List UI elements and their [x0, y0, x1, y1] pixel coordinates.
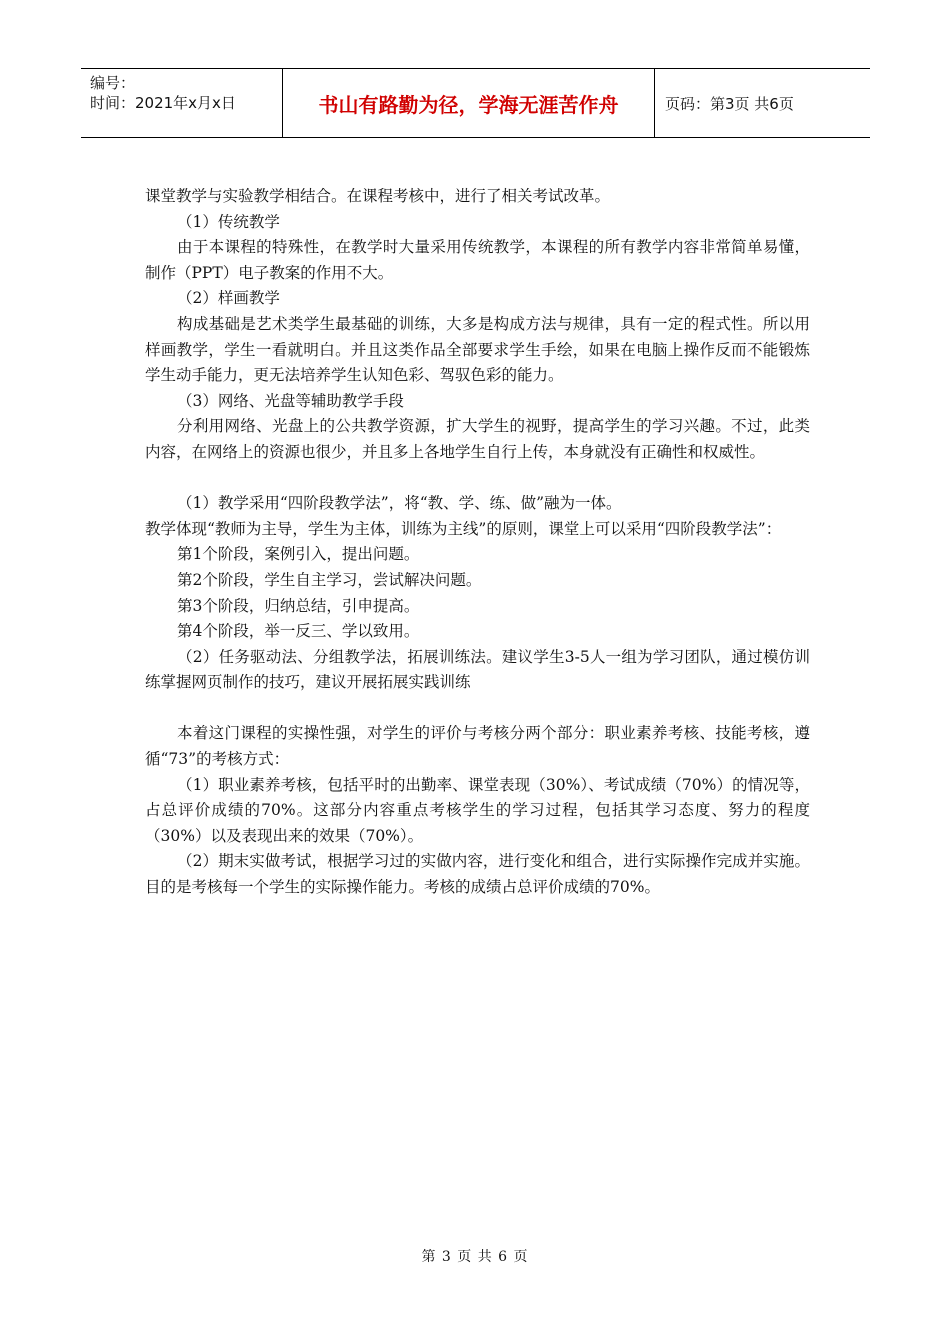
paragraph: 课堂教学与实验教学相结合。在课程考核中，进行了相关考试改革。 [145, 187, 611, 205]
document-number: 编号： [90, 74, 136, 92]
paragraph: （1）教学采用“四阶段教学法”，将“教、学、练、做”融为一体。 [177, 494, 622, 513]
document-time: 时间：2021年x月x日 [90, 94, 236, 112]
paragraph: 第1个阶段，案例引入，提出问题。 [177, 545, 420, 564]
paragraph: 构成基础是艺术类学生最基础的训练，大多是构成方法与规律，具有一定的程式性。所以用样画教学，学生一看就明白。并且这类作品全部要求学生手绘，如果在电脑上操作反而不能锻炼学生动手能力，更无法培养学生认知色彩、驾驭色彩的能力。 [145, 314, 810, 385]
paragraph: 由于本课程的特殊性，在教学时大量采用传统教学，本课程的所有教学内容非常简单易懂，制作（PPT）电子教案的作用不大。 [145, 238, 810, 282]
paragraph: 第4个阶段，举一反三、学以致用。 [177, 622, 420, 641]
header-page-number: 页码：第3页 共6页 [665, 94, 794, 113]
paragraph: 分利用网络、光盘上的公共教学资源，扩大学生的视野，提高学生的学习兴趣。不过，此类内容，在网络上的资源也很少，并且多上各地学生自行上传，本身就没有正确性和权威性。 [145, 417, 810, 461]
page-header [81, 68, 870, 138]
header-meta [81, 69, 283, 137]
paragraph: 第2个阶段，学生自主学习，尝试解决问题。 [177, 570, 482, 589]
page-footer: 第 3 页 共 6 页 [421, 1249, 529, 1265]
paragraph: （2）任务驱动法、分组教学法，拓展训练法。建议学生3-5人一组为学习团队，通过模仿训练掌握网页制作的技巧，建议开展拓展实践训练 [145, 647, 810, 692]
document-body [145, 184, 810, 901]
paragraph: （1）职业素养考核，包括平时的出勤率、课堂表现（30%）、考试成绩（70%）的情况等，占总评价成绩的70%。这部分内容重点考核学生的学习过程，包括其学习态度、努力的程度（30%）以及表现出来的效果（70%）。 [145, 775, 810, 845]
paragraph: （1）传统教学 [177, 212, 280, 231]
paragraph: 第3个阶段，归纳总结，引申提高。 [177, 596, 420, 615]
paragraph: 教学体现“教师为主导，学生为主体，训练为主线”的原则，课堂上可以采用“四阶段教学法”： [145, 519, 782, 538]
paragraph: （2）样画教学 [177, 289, 280, 308]
blank-line [145, 696, 810, 722]
paragraph: 本着这门课程的实操性强，对学生的评价与考核分两个部分：职业素养考核、技能考核，遵循“73”的考核方式： [145, 724, 810, 769]
paragraph: （2）期末实做考试，根据学习过的实做内容，进行变化和组合，进行实际操作完成并实施。目的是考核每一个学生的实际操作能力。考核的成绩占总评价成绩的70%。 [145, 852, 810, 897]
header-motto: 书山有路勤为径，学海无涯苦作舟 [283, 69, 655, 137]
paragraph: （3）网络、光盘等辅助教学手段 [177, 391, 404, 410]
blank-line [145, 466, 810, 492]
